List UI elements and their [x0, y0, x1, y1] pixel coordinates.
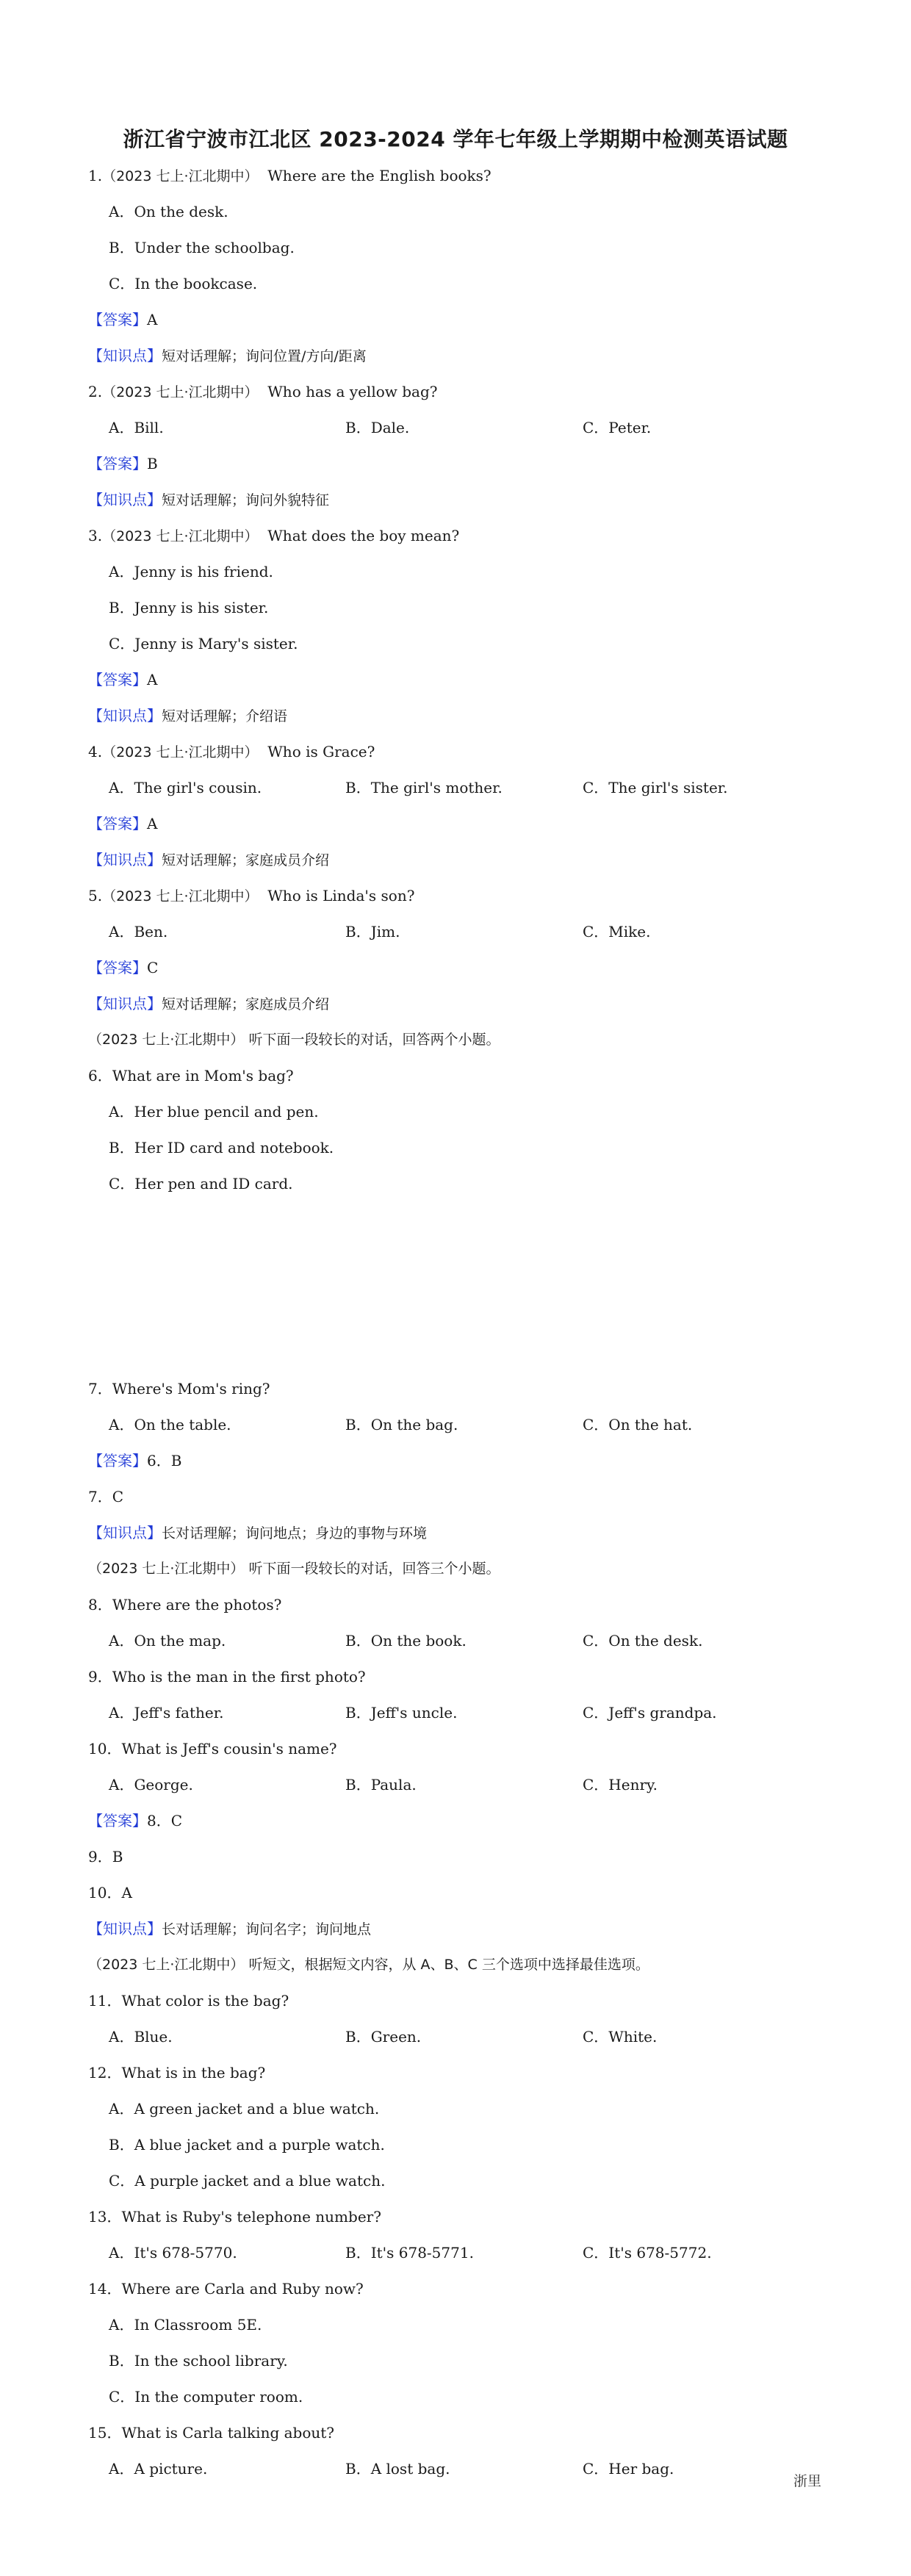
- option-b: B．Jenny is his sister.: [109, 599, 269, 616]
- option-c: C．Mike.: [583, 923, 651, 940]
- kp-value: 短对话理解；家庭成员介绍: [162, 852, 330, 868]
- question-3: [88, 523, 459, 548]
- question-2: [88, 379, 438, 404]
- option-b: B．A lost bag.: [345, 2460, 450, 2478]
- knowledge-row: [88, 487, 329, 512]
- kp-label: 【知识点】: [88, 995, 162, 1012]
- option-c: C．In the computer room.: [109, 2388, 303, 2406]
- option-a: A．On the table.: [109, 1416, 231, 1433]
- kp-value: 短对话理解；家庭成员介绍: [162, 996, 330, 1012]
- answer-label: 【答案】: [88, 671, 147, 688]
- option-a: A．A green jacket and a blue watch.: [109, 2100, 380, 2118]
- option-c: C．In the bookcase.: [109, 275, 258, 292]
- option-c: C．On the desk.: [583, 1632, 703, 1649]
- question-text: Where are the photos?: [112, 1596, 282, 1613]
- question-9: [88, 1664, 366, 1689]
- answer-value: C: [147, 959, 159, 976]
- question-number: 9．: [88, 1668, 112, 1685]
- answer-row: [88, 667, 157, 692]
- answer-value: 6．B: [147, 1452, 182, 1469]
- kp-value: 长对话理解；询问地点；身边的事物与环境: [162, 1525, 428, 1541]
- question-source: （2023 七上·江北期中）: [102, 168, 259, 184]
- answer-value: 8．C: [147, 1812, 183, 1830]
- question-text: What are in Mom's bag?: [112, 1067, 294, 1084]
- answer-row: [88, 1808, 182, 1833]
- answer-label: 【答案】: [88, 815, 147, 832]
- question-text: What color is the bag?: [121, 1992, 289, 2010]
- question-14: [88, 2276, 364, 2301]
- answer-label: 【答案】: [88, 959, 147, 976]
- option-a: A．In Classroom 5E.: [109, 2316, 262, 2334]
- kp-label: 【知识点】: [88, 851, 162, 868]
- knowledge-row: [88, 343, 367, 368]
- option-a: A．Bill.: [109, 419, 164, 436]
- question-source: （2023 七上·江北期中）: [102, 528, 259, 544]
- page-title: 浙江省宁波市江北区 2023-2024 学年七年级上学期期中检测英语试题: [123, 127, 788, 151]
- answer-row: [88, 307, 157, 332]
- answer-value: B: [147, 455, 158, 472]
- question-number: 6．: [88, 1067, 112, 1084]
- option-a: A．It's 678-5770.: [109, 2244, 237, 2262]
- answer-label: 【答案】: [88, 311, 147, 328]
- answer-value: A: [147, 671, 158, 688]
- question-number: 13．: [88, 2208, 122, 2226]
- question-10: [88, 1736, 337, 1761]
- option-b: B．Jeff's uncle.: [345, 1704, 458, 1721]
- option-b: B．Dale.: [345, 419, 410, 436]
- option-c: C．It's 678-5772.: [583, 2244, 712, 2262]
- question-source: （2023 七上·江北期中）: [102, 384, 259, 400]
- option-c: C．Jenny is Mary's sister.: [109, 635, 298, 652]
- option-b: B．Under the schoolbag.: [109, 239, 295, 256]
- answer-row-3: 10．A: [88, 1884, 132, 1902]
- answer-label: 【答案】: [88, 1812, 147, 1830]
- question-1: [88, 163, 491, 188]
- option-c: C．White.: [583, 2028, 658, 2046]
- answer-row: [88, 955, 158, 980]
- option-c: C．Henry.: [583, 1776, 658, 1794]
- question-text: Who has a yellow bag?: [267, 383, 438, 400]
- question-number: 1.: [88, 167, 103, 184]
- question-text: Who is Linda's son?: [267, 887, 415, 904]
- option-a: A．Her blue pencil and pen.: [109, 1103, 319, 1120]
- question-number: 14．: [88, 2280, 122, 2298]
- question-6: [88, 1063, 294, 1088]
- section-intro: （2023 七上·江北期中） 听下面一段较长的对话，回答三个小题。: [88, 1561, 500, 1577]
- knowledge-row: [88, 1520, 427, 1545]
- answer-value: A: [147, 815, 158, 832]
- question-text: What is Jeff's cousin's name?: [121, 1740, 337, 1757]
- question-text: What is Carla talking about?: [121, 2424, 335, 2442]
- answer-row-2: 9．B: [88, 1848, 123, 1866]
- option-a: A．On the desk.: [109, 203, 228, 220]
- answer-label: 【答案】: [88, 1452, 147, 1469]
- question-text: Who is the man in the first photo?: [112, 1668, 366, 1685]
- question-text: What is Ruby's telephone number?: [121, 2208, 381, 2226]
- question-source: （2023 七上·江北期中）: [102, 744, 259, 760]
- question-number: 10．: [88, 1740, 122, 1757]
- question-number: 5.: [88, 887, 103, 904]
- question-number: 4.: [88, 743, 103, 760]
- question-number: 11．: [88, 1992, 122, 2010]
- kp-label: 【知识点】: [88, 347, 162, 364]
- option-c: C．Jeff's grandpa.: [583, 1704, 717, 1721]
- question-number: 2.: [88, 383, 103, 400]
- option-b: B．Jim.: [345, 923, 400, 940]
- option-b: B．Green.: [345, 2028, 422, 2046]
- question-number: 12．: [88, 2064, 122, 2082]
- kp-label: 【知识点】: [88, 707, 162, 724]
- option-b: B．Her ID card and notebook.: [109, 1139, 334, 1156]
- question-source: （2023 七上·江北期中）: [102, 888, 259, 904]
- question-number: 3.: [88, 527, 103, 544]
- answer-row-2: 7．C: [88, 1488, 124, 1505]
- question-number: 8．: [88, 1596, 112, 1613]
- question-number: 7．: [88, 1380, 112, 1397]
- option-a: A．The girl's cousin.: [109, 779, 262, 796]
- option-b: B．Paula.: [345, 1776, 417, 1794]
- knowledge-row: [88, 1916, 371, 1941]
- kp-value: 短对话理解；介绍语: [162, 708, 288, 724]
- kp-label: 【知识点】: [88, 1524, 162, 1541]
- question-15: [88, 2420, 334, 2445]
- kp-value: 短对话理解；询问外貌特征: [162, 492, 330, 508]
- option-a: A．Jeff's father.: [109, 1704, 224, 1721]
- option-b: B．On the bag.: [345, 1416, 458, 1433]
- option-a: A．Ben.: [109, 923, 168, 940]
- knowledge-row: [88, 847, 329, 872]
- knowledge-row: [88, 991, 329, 1016]
- answer-row: [88, 811, 157, 836]
- option-c: C．On the hat.: [583, 1416, 693, 1433]
- question-text: Where are the English books?: [267, 167, 491, 184]
- question-text: Who is Grace?: [267, 743, 375, 760]
- question-8: [88, 1592, 281, 1617]
- kp-label: 【知识点】: [88, 491, 162, 508]
- section-intro: （2023 七上·江北期中） 听短文，根据短文内容，从 A、B、C 三个选项中选择最佳选项。: [88, 1957, 649, 1973]
- option-b: B．On the book.: [345, 1632, 467, 1649]
- option-b: B．A blue jacket and a purple watch.: [109, 2136, 385, 2154]
- option-c: C．Her pen and ID card.: [109, 1175, 293, 1192]
- kp-label: 【知识点】: [88, 1920, 162, 1938]
- option-a: A．Blue.: [109, 2028, 173, 2046]
- question-text: What does the boy mean?: [267, 527, 460, 544]
- question-11: [88, 1988, 289, 2013]
- option-c: C．Peter.: [583, 419, 652, 436]
- question-4: [88, 739, 375, 764]
- question-text: Where's Mom's ring?: [112, 1380, 270, 1397]
- option-a: A．On the map.: [109, 1632, 226, 1649]
- question-13: [88, 2204, 381, 2229]
- question-text: Where are Carla and Ruby now?: [121, 2280, 364, 2298]
- option-c: C．A purple jacket and a blue watch.: [109, 2172, 386, 2190]
- kp-value: 长对话理解；询问名字；询问地点: [162, 1921, 372, 1938]
- option-a: A．A picture.: [109, 2460, 208, 2478]
- option-b: B．It's 678-5771.: [345, 2244, 474, 2262]
- section-intro: （2023 七上·江北期中） 听下面一段较长的对话，回答两个小题。: [88, 1032, 500, 1048]
- answer-label: 【答案】: [88, 455, 147, 472]
- question-7: [88, 1376, 270, 1401]
- knowledge-row: [88, 703, 287, 728]
- option-a: A．George.: [109, 1776, 193, 1794]
- option-b: B．In the school library.: [109, 2352, 288, 2370]
- answer-value: A: [147, 311, 158, 328]
- question-text: What is in the bag?: [121, 2064, 266, 2082]
- page-footer: 浙里: [793, 2473, 822, 2489]
- answer-row: [88, 451, 158, 476]
- option-a: A．Jenny is his friend.: [109, 563, 273, 580]
- option-c: C．Her bag.: [583, 2460, 674, 2478]
- question-5: [88, 883, 414, 908]
- option-c: C．The girl's sister.: [583, 779, 728, 796]
- question-number: 15．: [88, 2424, 122, 2442]
- question-12: [88, 2060, 265, 2085]
- answer-row: [88, 1448, 181, 1473]
- option-b: B．The girl's mother.: [345, 779, 503, 796]
- kp-value: 短对话理解；询问位置/方向/距离: [162, 348, 367, 364]
